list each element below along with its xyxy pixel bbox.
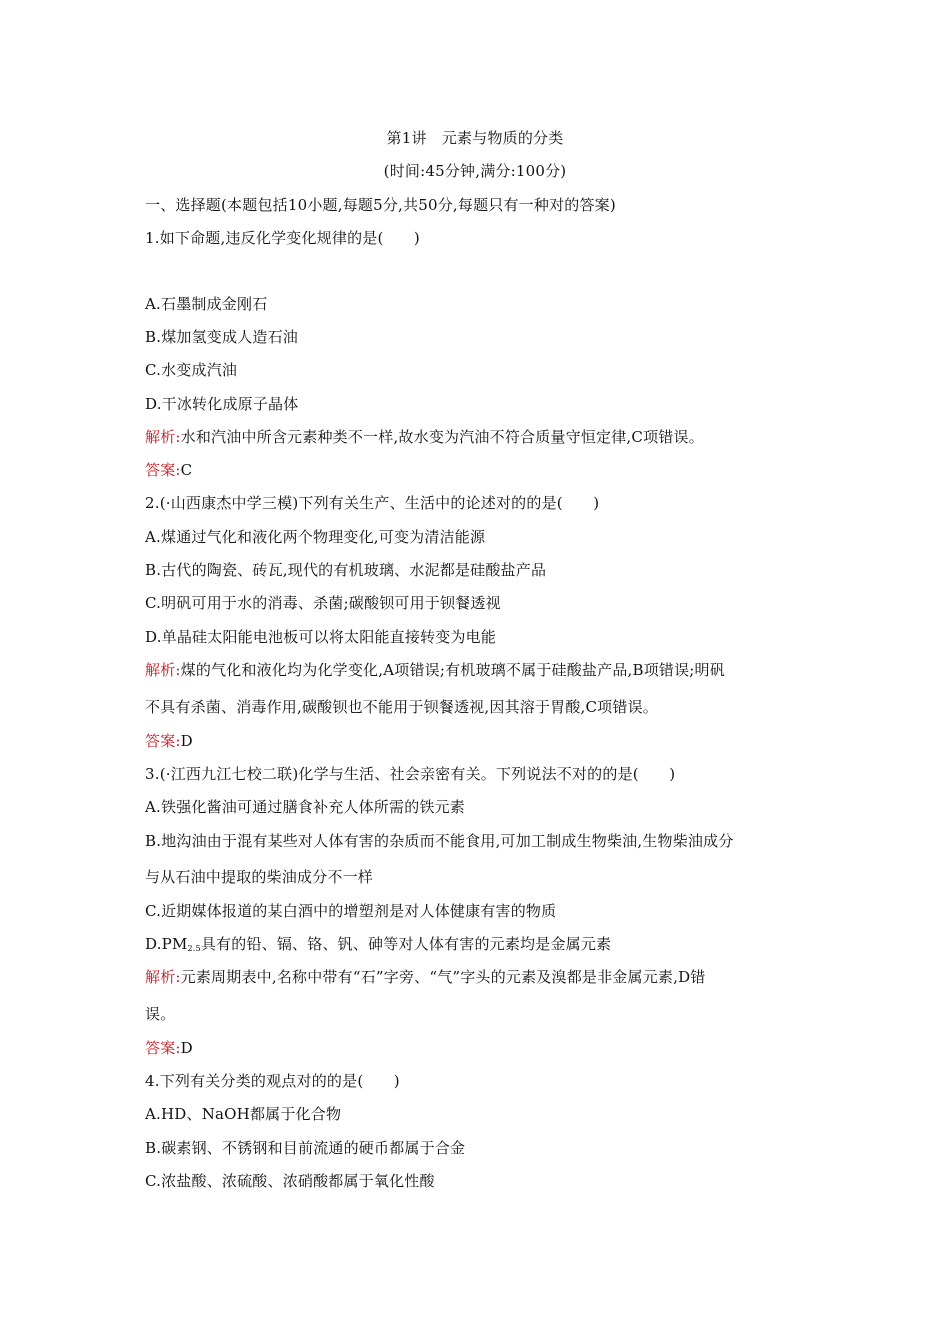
q4-stem: 4.下列有关分类的观点对的的是( ): [145, 1072, 400, 1090]
q3-option-d-text: 具有的铅、镉、铬、钒、砷等对人体有害的元素均是金属元素: [200, 935, 612, 953]
q1-explanation: [145, 427, 704, 447]
q2-answer-value: D: [180, 732, 193, 750]
q1-answer-value: C: [180, 461, 193, 479]
q2-option-b: B.古代的陶瓷、砖瓦,现代的有机玻璃、水泥都是硅酸盐产品: [145, 561, 547, 579]
q4-option-c: C.浓盐酸、浓硫酸、浓硝酸都属于氧化性酸: [145, 1172, 435, 1190]
q3-option-a: A.铁强化酱油可通过膳食补充人体所需的铁元素: [145, 798, 466, 816]
q1-explanation-text: 水和汽油中所含元素种类不一样,故水变为汽油不符合质量守恒定律,C项错误。: [180, 428, 704, 446]
q3-option-c: C.近期媒体报道的某白酒中的增塑剂是对人体健康有害的物质: [145, 902, 557, 920]
q4-option-b: B.碳素钢、不锈钢和目前流通的硬币都属于合金: [145, 1139, 466, 1157]
answer-label: 答案:: [145, 461, 181, 479]
q1-option-a: A.石墨制成金刚石: [145, 295, 268, 313]
q3-option-b: B.地沟油由于混有某些对人体有害的杂质而不能食用,可加工制成生物柴油,生物柴油成分: [145, 832, 734, 850]
q3-option-b-cont: 与从石油中提取的柴油成分不一样: [145, 868, 374, 886]
q3-answer-value: D: [180, 1039, 193, 1057]
q2-explanation-cont: 不具有杀菌、消毒作用,碳酸钡也不能用于钡餐透视,因其溶于胃酸,C项错误。: [145, 698, 658, 716]
q2-explanation-text: 煤的气化和液化均为化学变化,A项错误;有机玻璃不属于硅酸盐产品,B项错误;明矾: [180, 661, 725, 679]
q1-option-d: D.干冰转化成原子晶体: [145, 395, 299, 413]
q1-option-b: B.煤加氢变成人造石油: [145, 328, 298, 346]
q2-stem: 2.(·山西康杰中学三模)下列有关生产、生活中的论述对的的是( ): [145, 494, 600, 512]
q3-explanation-cont: 误。: [145, 1005, 176, 1023]
q4-option-a: A.HD、NaOH都属于化合物: [145, 1105, 342, 1123]
q3-explanation: [145, 967, 706, 987]
q3-option-d-subscript: 2.5: [187, 944, 201, 953]
answer-label: 答案:: [145, 1039, 181, 1057]
q2-answer: [145, 731, 193, 751]
explanation-label: 解析:: [145, 968, 181, 986]
explanation-label: 解析:: [145, 661, 181, 679]
doc-title: 第1讲 元素与物质的分类: [386, 129, 564, 147]
q2-option-d: D.单晶硅太阳能电池板可以将太阳能直接转变为电能: [145, 628, 497, 646]
explanation-label: 解析:: [145, 428, 181, 446]
q2-option-a: A.煤通过气化和液化两个物理变化,可变为清洁能源: [145, 528, 486, 546]
q1-answer: [145, 460, 192, 480]
section-heading: 一、选择题(本题包括10小题,每题5分,共50分,每题只有一种对的答案): [145, 196, 616, 214]
q2-option-c: C.明矾可用于水的消毒、杀菌;碳酸钡可用于钡餐透视: [145, 594, 501, 612]
q2-explanation: [145, 660, 725, 680]
answer-label: 答案:: [145, 732, 181, 750]
doc-subtitle: (时间:45分钟,满分:100分): [383, 162, 567, 180]
q1-option-c: C.水变成汽油: [145, 361, 238, 379]
q3-explanation-text: 元素周期表中,名称中带有“石”字旁、“气”字头的元素及溴都是非金属元素,D错: [180, 968, 706, 986]
q3-option-d-prefix: D.PM: [145, 935, 188, 953]
q3-stem: 3.(·江西九江七校二联)化学与生活、社会亲密有关。下列说法不对的的是( ): [145, 765, 676, 783]
q3-option-d: [145, 934, 611, 954]
q1-stem: 1.如下命题,违反化学变化规律的是( ): [145, 229, 420, 247]
q3-answer: [145, 1038, 193, 1058]
